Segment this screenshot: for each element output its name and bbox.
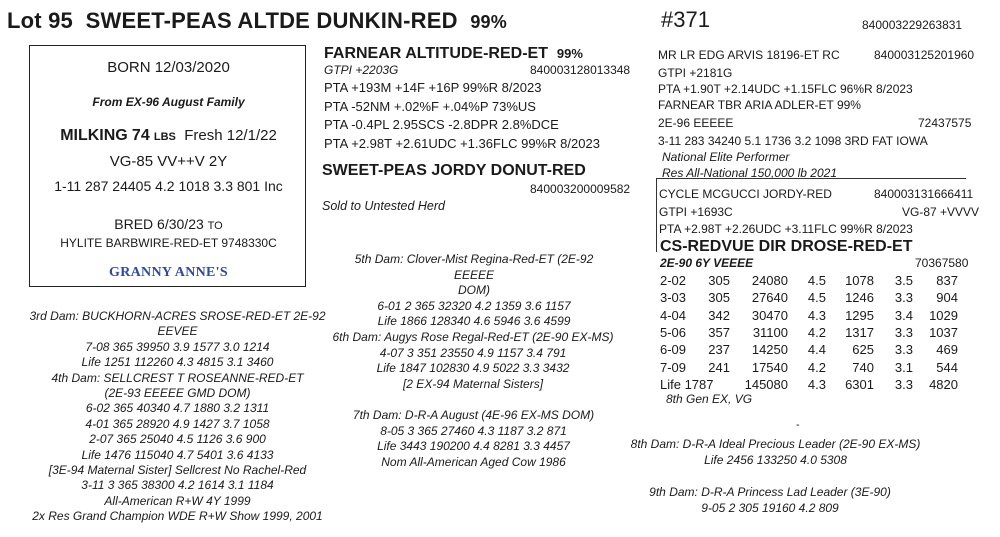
- lact-protein-pct: 3.3: [894, 342, 913, 358]
- table-row: [660, 358, 958, 375]
- lact-days: 357: [708, 325, 730, 341]
- lact-protein: 1037: [929, 325, 958, 341]
- dam-line: 3-11 3 365 38300 4.2 1614 3.1 1184: [81, 478, 274, 493]
- milking-value: 74: [131, 127, 150, 144]
- dam-line: Life 1476 115040 4.7 5401 3.6 4133: [81, 447, 274, 462]
- granddam-id: 70367580: [915, 256, 969, 270]
- dam-line: 3rd Dam: BUCKHORN-ACRES SROSE-RED-ET 2E-92 EEVEE: [29, 309, 326, 339]
- dam-line: 5th Dam: Clover-Mist Regina-Red-ET (2E-92 EEEEE: [354, 252, 594, 282]
- dam-line: [3E-94 Maternal Sister] Sellcrest No Rachel-Red: [48, 463, 307, 478]
- mgs1-gtpi: GTPI +2181G: [658, 66, 733, 80]
- life-milk: 145080: [744, 376, 788, 392]
- mgs2-class: VG-87 +VVVV: [902, 205, 980, 219]
- table-row: [660, 307, 958, 324]
- lact-age: 7-09: [660, 359, 687, 375]
- lact-age: 5-06: [660, 325, 687, 341]
- lact-days: 305: [708, 290, 730, 306]
- born-date: BORN 12/03/2020: [107, 59, 230, 76]
- mgs2-proof: PTA +2.98T +2.26UDC +3.11FLC 99%R 8/2023: [659, 222, 913, 236]
- dam-name: SWEET-PEAS JORDY DONUT-RED: [322, 162, 586, 179]
- sire-id: 840003128013348: [530, 63, 631, 77]
- pedigree-divider-horizontal: [656, 178, 966, 179]
- table-row: [660, 341, 958, 358]
- lact-fat: 1246: [845, 290, 874, 306]
- lact-milk: 24080: [751, 273, 788, 289]
- lact-milk: 17540: [751, 359, 788, 375]
- dam-line: Life 1866 128340 4.6 5946 3.6 4599: [377, 314, 571, 329]
- cow-percent: 99%: [470, 12, 507, 32]
- dam-9-block: [620, 485, 920, 516]
- dam-line: 7-08 365 39950 3.9 1577 3.0 1214: [85, 339, 270, 354]
- dam-3-block: [15, 309, 340, 525]
- sire-proof-line: PTA +193M +14F +16P 99%R 8/2023: [324, 80, 542, 95]
- lact-fat-pct: 4.4: [807, 342, 826, 358]
- milking-unit: LBS: [153, 131, 176, 143]
- dam-line: 9th Dam: D-R-A Princess Lad Leader (3E-90): [649, 485, 891, 499]
- breeder-logo: GRANNY ANNE'S: [109, 265, 228, 280]
- cow-name: SWEET-PEAS ALTDE DUNKIN-RED: [85, 8, 458, 33]
- dam-line: 4th Dam: SELLCREST T ROSEANNE-RED-ET: [51, 370, 304, 385]
- sire-proof-line: PTA +2.98T +2.61UDC +1.36FLC 99%R 8/2023: [324, 135, 600, 151]
- lact-fat: 1317: [845, 325, 874, 341]
- lact-fat: 625: [852, 342, 874, 358]
- mgs1-dam-class: 2E-96 EEEEE: [658, 116, 734, 130]
- dam-line: Life 3443 190200 4.4 8281 3.3 4457: [377, 439, 570, 454]
- dam-5-block: [334, 252, 614, 330]
- lact-protein: 544: [936, 359, 958, 375]
- dam-line: Life 1251 112260 4.3 4815 3.1 3460: [81, 355, 274, 370]
- bred-label: BRED 6/30/23: [114, 216, 204, 232]
- mgs2-gtpi: GTPI +1693C: [659, 205, 733, 219]
- bred-to-label: TO: [207, 220, 223, 232]
- dam-line: [2 EX-94 Maternal Sisters]: [402, 376, 544, 391]
- dam-line: 8-05 3 365 27460 4.3 1187 3.2 871: [380, 423, 567, 438]
- lact-milk: 31100: [752, 325, 788, 341]
- lactation-table: [660, 272, 958, 393]
- lact-fat-pct: 4.5: [807, 273, 826, 289]
- table-row: [660, 289, 958, 306]
- dam-6-block: [328, 330, 618, 392]
- granddam-note: 8th Gen EX, VG: [666, 392, 753, 406]
- life-protein-pct: 3.3: [894, 376, 913, 392]
- milking-label: MILKING: [60, 127, 128, 144]
- sire-proof-line: PTA -0.4PL 2.95SCS -2.8DPR 2.8%DCE: [324, 117, 559, 133]
- lact-days: 237: [708, 342, 730, 358]
- dam-8-block: [613, 437, 938, 468]
- lact-protein-pct: 3.4: [894, 307, 913, 323]
- mgs1-proof: PTA +1.90T +2.14UDC +1.15FLC 96%R 8/2023: [658, 82, 913, 96]
- lact-protein-pct: 3.3: [894, 290, 913, 306]
- lact-age: 2-02: [660, 273, 687, 289]
- sire-proof-line: PTA -52NM +.02%F +.04%P 73%US: [324, 98, 536, 114]
- lact-days: 241: [708, 359, 730, 375]
- mgs2-name: CYCLE MCGUCCI JORDY-RED: [659, 187, 832, 201]
- lact-protein-pct: 3.3: [894, 325, 913, 341]
- family-line: From EX-96 August Family: [92, 95, 245, 109]
- lact-fat: 1295: [845, 307, 874, 323]
- lot-label: Lot 95: [7, 8, 73, 33]
- cow-id: 840003229263831: [862, 18, 963, 32]
- table-row: [660, 324, 958, 341]
- milking-info: [30, 127, 307, 145]
- lact-fat: 1078: [845, 273, 874, 289]
- mgs1-id: 840003125201960: [874, 48, 975, 62]
- lact-days: 305: [708, 273, 730, 289]
- dam-line: 2-07 365 25040 4.5 1126 3.6 900: [89, 432, 266, 447]
- sire-name-text: FARNEAR ALTITUDE-RED-ET: [324, 45, 548, 62]
- lact-fat-pct: 4.2: [807, 359, 826, 375]
- mgs1-award: Res All-National 150,000 lb 2021: [662, 166, 838, 180]
- lact-milk: 27640: [751, 290, 788, 306]
- dam-line: 9-05 2 305 19160 4.2 809: [701, 500, 839, 515]
- lact-age: 3-03: [660, 290, 687, 306]
- mgs2-id: 840003131666411: [874, 187, 974, 201]
- lact-days: 342: [708, 307, 730, 323]
- dam-line: 6-01 2 365 32320 4.2 1359 3.6 1157: [377, 298, 571, 313]
- mgs1-name: MR LR EDG ARVIS 18196-ET RC: [658, 48, 840, 62]
- dam-line: All-American R+W 4Y 1999: [104, 493, 251, 508]
- table-row: [660, 272, 958, 289]
- bred-date: [30, 216, 307, 232]
- lact-protein: 904: [936, 290, 958, 306]
- lact-fat: 740: [852, 359, 874, 375]
- lot-number: #371: [661, 7, 710, 32]
- lact-fat-pct: 4.5: [807, 290, 826, 306]
- sire-name: [324, 45, 583, 63]
- life-label: Life 1787: [660, 376, 714, 392]
- mgs1-award: National Elite Performer: [662, 150, 790, 164]
- pedigree-divider-vertical: [656, 178, 657, 252]
- lact-milk: 30470: [751, 307, 788, 323]
- dam-id: 840003200009582: [530, 182, 631, 196]
- sire-proof: [324, 79, 600, 153]
- dam-line: 4-01 365 28920 4.9 1427 3.7 1058: [85, 416, 270, 431]
- lot-title: [7, 8, 507, 34]
- dam-line: 8th Dam: D-R-A Ideal Precious Leader (2E-90 EX-MS): [630, 437, 921, 451]
- production-record: 1-11 287 24405 4.2 1018 3.3 801 Inc: [54, 178, 283, 194]
- mgs1-dam-id: 72437575: [918, 116, 972, 130]
- bred-sire: HYLITE BARBWIRE-RED-ET 9748330C: [60, 236, 277, 250]
- birth-info-box: [29, 45, 306, 287]
- dam-line: 4-07 3 351 23550 4.9 1157 3.4 791: [379, 345, 567, 360]
- sire-percent: 99%: [556, 46, 583, 61]
- dam-line: Life 1847 102830 4.9 5022 3.3 3432: [376, 361, 570, 376]
- lact-protein: 837: [936, 273, 958, 289]
- classification: VG-85 VV++V 2Y: [109, 153, 228, 170]
- lact-protein-pct: 3.1: [894, 359, 913, 375]
- life-protein: 4820: [929, 376, 958, 392]
- granddam-class: 2E-90 6Y VEEEE: [660, 256, 754, 270]
- lact-milk: 14250: [751, 342, 788, 358]
- fresh-date: Fresh 12/1/22: [184, 127, 277, 144]
- lact-protein: 1029: [929, 307, 958, 323]
- dam-line: 2x Res Grand Champion WDE R+W Show 1999, 2001: [32, 509, 323, 524]
- dam-line: (2E-93 EEEEE GMD DOM): [104, 386, 251, 401]
- mgs1-dam-record: 3-11 283 34240 5.1 1736 3.2 1098 3RD FAT IOWA: [658, 134, 928, 148]
- granddam-name: CS-REDVUE DIR DROSE-RED-ET: [660, 238, 913, 255]
- dam-line: Life 2456 133250 4.0 5308: [704, 452, 847, 467]
- lact-age: 6-09: [660, 342, 687, 358]
- separator-dash: -: [796, 419, 800, 431]
- lact-fat-pct: 4.2: [807, 325, 826, 341]
- mgs1-dam-name: FARNEAR TBR ARIA ADLER-ET 99%: [658, 98, 861, 112]
- life-fat-pct: 4.3: [807, 376, 826, 392]
- dam-line: DOM): [458, 283, 490, 298]
- table-row-life: [660, 376, 958, 393]
- dam-line: 6-02 365 40340 4.7 1880 3.2 1311: [85, 401, 270, 416]
- lact-age: 4-04: [660, 307, 687, 323]
- sire-gtpi: GTPI +2203G: [324, 63, 399, 77]
- lact-fat-pct: 4.3: [807, 307, 826, 323]
- dam-line: 6th Dam: Augys Rose Regal-Red-ET (2E-90 EX-MS): [332, 330, 614, 344]
- dam-note: Sold to Untested Herd: [322, 199, 445, 213]
- dam-line: Nom All-American Aged Cow 1986: [381, 454, 566, 469]
- lact-protein: 469: [936, 342, 958, 358]
- life-fat: 6301: [845, 376, 874, 392]
- dam-7-block: [331, 408, 616, 470]
- lact-protein-pct: 3.5: [894, 273, 913, 289]
- dam-line: 7th Dam: D-R-A August (4E-96 EX-MS DOM): [352, 408, 595, 422]
